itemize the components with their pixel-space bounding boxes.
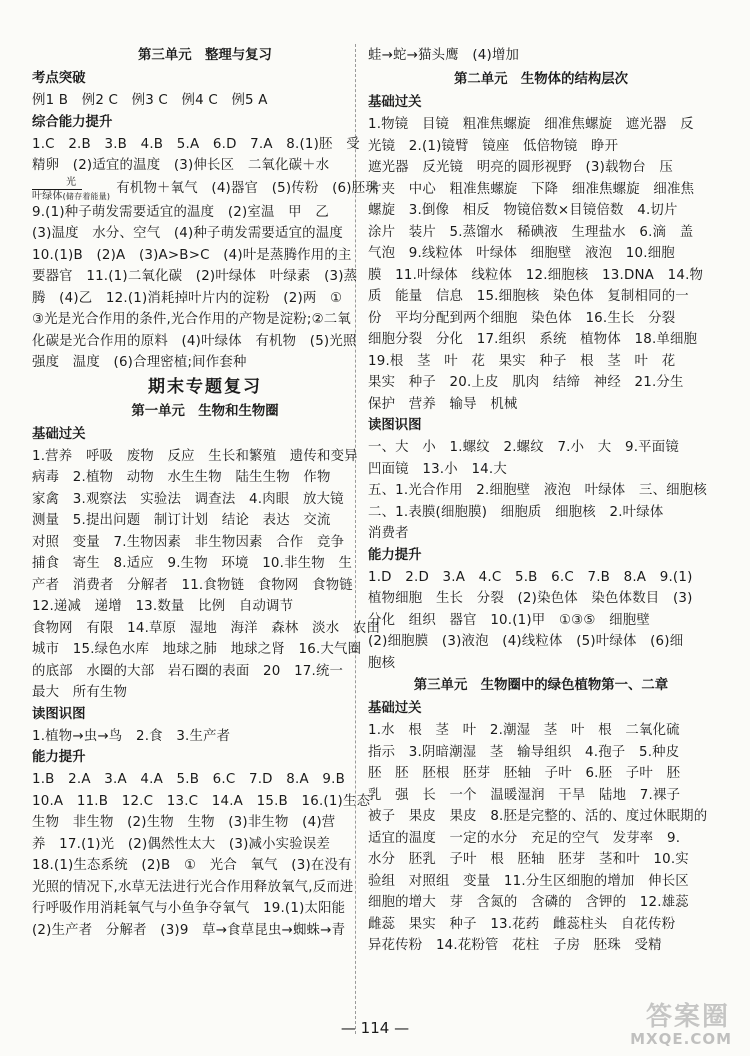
answer-line: 五、1.光合作用 2.细胞壁 液泡 叶绿体 三、细胞核 [368, 483, 707, 498]
answer-line: 养 17.(1)光 (2)偶然性太大 (3)减小实验误差 [32, 836, 331, 852]
answer-line: 19.根 茎 叶 花 果实 种子 根 茎 叶 花 [368, 353, 676, 369]
photosynthesis-equation [32, 177, 378, 202]
answer-line: 城市 15.绿色水库 地球之肺 地球之肾 16.大气圈 [32, 642, 362, 657]
answer-line: 病毒 2.植物 动物 水生生物 陆生生物 作物 [32, 470, 331, 485]
answer-line: 的底部 水圈的大部 岩石圈的表面 20 17.统一 [32, 663, 344, 679]
arrow-top-label: 光 [66, 176, 77, 188]
answer-line: 10.(1)B (2)A (3)A>B>C (4)叶是蒸腾作用的主 [32, 247, 352, 263]
answer-line: 1.物镜 目镜 粗准焦螺旋 细准焦螺旋 遮光器 反 [368, 117, 694, 132]
watermark-url: MXQE.COM [630, 1030, 732, 1048]
answer-line: 生物 非生物 (2)生物 生物 (3)非生物 (4)营 [32, 815, 336, 830]
answer-line: 1.水 根 茎 叶 2.潮湿 茎 叶 根 二氧化硫 [368, 723, 680, 738]
answer-line: 光镜 2.(1)镜臂 镜座 低倍物镜 睁开 [368, 138, 619, 154]
answer-line: 细胞分裂 分化 17.组织 系统 植物体 18.单细胞 [368, 332, 698, 347]
answer-line: 行呼吸作用消耗氧气与小鱼争夺氧气 19.(1)太阳能 [32, 901, 346, 916]
nengli-heading: 能力提升 [32, 750, 86, 765]
dutu-heading: 读图识图 [368, 418, 422, 433]
answer-line: 异花传粉 14.花粉管 花柱 子房 胚珠 受精 [368, 938, 662, 953]
answer-line: 化碳是光合作用的原料 (4)叶绿体 有机物 (5)光照 [32, 333, 357, 349]
arrow-note: (储存着能量) [62, 191, 111, 201]
nengli-heading: 能力提升 [368, 547, 422, 563]
answer-line: 乳 强 长 一个 温暖湿润 干旱 陆地 7.裸子 [368, 787, 681, 803]
answer-line: 食物网 有限 14.草原 湿地 海洋 森林 淡水 农田 [32, 620, 381, 636]
answer-line: 12.递减 递增 13.数量 比例 自动调节 [32, 599, 294, 614]
answer-line: 产者 消费者 分解者 11.食物链 食物网 食物链 [32, 577, 353, 593]
watermark-logo-text: 答案圈 [645, 1002, 730, 1032]
page-number: — 114 — [340, 1019, 410, 1037]
answer-line: 1.C 2.B 3.B 4.B 5.A 6.D 7.A 8.(1)胚 受 [32, 136, 360, 152]
answer-line: 捕食 寄生 8.适应 9.生物 环境 10.非生物 生 [32, 556, 353, 571]
jichu2-heading: 基础过关 [368, 701, 422, 716]
dutu-heading: 读图识图 [32, 706, 86, 722]
answer-line: 保护 营养 输导 机械 [368, 396, 518, 412]
answer-line: 被子 果皮 果皮 8.胚是完整的、活的、度过休眠期的 [368, 809, 708, 824]
answer-line: 对照 变量 7.生物因素 非生物因素 合作 竞争 [32, 534, 345, 550]
unit2-title: 第二单元 生物体的结构层次 [453, 72, 629, 87]
answer-line: 验组 对照组 变量 11.分生区细胞的增加 伸长区 [368, 873, 689, 889]
kaodian-answers: 例1 B 例2 C 例3 C 例4 C 例5 A [32, 93, 268, 108]
answer-line: 膜 11.叶绿体 线粒体 12.细胞核 13.DNA 14.物 [368, 267, 704, 283]
answer-line: 18.(1)生态系统 (2)B ① 光合 氧气 (3)在没有 [32, 858, 352, 873]
answer-line: 家禽 3.观察法 实验法 调查法 4.肉眼 放大镜 [32, 491, 344, 507]
answer-line: 要器官 11.(1)二氧化碳 (2)叶绿体 叶绿素 (3)蒸 [32, 269, 358, 284]
answer-line: 果实 种子 20.上皮 肌肉 结缔 神经 21.分生 [368, 375, 684, 390]
answer-line: 强度 温度 (6)合理密植;间作套种 [32, 355, 247, 370]
answer-line: 1.B 2.A 3.A 4.A 5.B 6.C 7.D 8.A 9.B [32, 772, 345, 787]
answer-line: 指示 3.阴暗潮湿 茎 输导组织 4.孢子 5.种皮 [368, 744, 680, 760]
answer-line: (3)温度 水分、空气 (4)种子萌发需要适宜的温度 [32, 226, 343, 241]
answer-line: 最大 所有生物 [32, 685, 128, 700]
unit3-plants-title: 第三单元 生物圈中的绿色植物第一、二章 [413, 678, 669, 693]
answer-line: 遮光器 反光镜 明亮的圆形视野 (3)载物台 压 [368, 160, 673, 175]
arrow-bottom-label: 叶绿体 [32, 190, 63, 202]
answer-line: 9.(1)种子萌发需要适宜的温度 (2)室温 甲 乙 [32, 204, 329, 220]
answer-line: 分化 组织 器官 10.(1)甲 ①③⑤ 细胞壁 [368, 612, 650, 628]
reaction-arrow [32, 177, 110, 202]
answer-line: 1.D 2.D 3.A 4.C 5.B 6.C 7.B 8.A 9.(1) [368, 569, 693, 585]
zonghe-heading: 综合能力提升 [32, 114, 113, 130]
answer-line: 1.营养 呼吸 废物 反应 生长和繁殖 遗传和变异 [32, 448, 358, 464]
answer-line: 细胞的增大 芽 含氮的 含磷的 含钾的 12.雄蕊 [368, 895, 689, 910]
answer-line: ③光是光合作用的条件,光合作用的产物是淀粉;②二氧 [32, 312, 351, 327]
unit3-title: 第三单元 整理与复习 [138, 48, 272, 63]
kaodian-heading: 考点突破 [32, 71, 86, 86]
answer-line: 片夹 中心 粗准焦螺旋 下降 细准焦螺旋 细准焦 [368, 181, 695, 197]
watermark-logo [618, 996, 736, 1050]
unit1-title: 第一单元 生物和生物圈 [131, 403, 279, 419]
answer-line: 螺旋 3.倒像 相反 物镜倍数×目镜倍数 4.切片 [368, 203, 678, 218]
answer-line: 测量 5.提出问题 制订计划 结论 表达 交流 [32, 513, 331, 528]
answer-line: 二、1.表膜(细胞膜) 细胞质 细胞核 2.叶绿体 [368, 504, 664, 520]
answer-line: 适宜的温度 一定的水分 充足的空气 发芽率 9. [368, 830, 681, 846]
answer-line: 蛙→蛇→猫头鹰 (4)增加 [368, 48, 520, 63]
answer-line: 植物细胞 生长 分裂 (2)染色体 染色体数目 (3) [368, 591, 693, 606]
answer-line: 10.A 11.B 12.C 13.C 14.A 15.B 16.(1)生态 [32, 793, 371, 809]
right-column [368, 44, 714, 957]
answer-line: 份 平均分配到两个细胞 染色体 16.生长 分裂 [368, 310, 676, 326]
arrow-bar [32, 189, 82, 190]
answer-line: 雌蕊 果实 种子 13.花药 雌蕊柱头 自花传粉 [368, 916, 676, 932]
answer-line: 一、大 小 1.螺纹 2.螺纹 7.小 大 9.平面镜 [368, 440, 679, 455]
equation-products: 有机物＋氧气 (4)器官 (5)传粉 (6)胚珠 [116, 180, 379, 196]
answer-line: 光照的情况下,水草无法进行光合作用释放氧气,反而进 [32, 879, 354, 895]
jichu-heading: 基础过关 [368, 95, 422, 110]
final-review-title: 期末专题复习 [148, 376, 262, 397]
left-column [32, 44, 381, 941]
answer-line: (2)生产者 分解者 (3)9 草→食草昆虫→蜘蛛→青 [32, 922, 346, 938]
answer-line: (2)细胞膜 (3)液泡 (4)线粒体 (5)叶绿体 (6)细 [368, 634, 684, 649]
answer-line: 胚 胚 胚根 胚芽 胚轴 子叶 6.胚 子叶 胚 [368, 766, 681, 781]
answer-line: 胞核 [368, 655, 396, 671]
answer-line: 气泡 9.线粒体 叶绿体 细胞壁 液泡 10.细胞 [368, 246, 675, 261]
answer-line: 凹面镜 13.小 14.大 [368, 461, 507, 477]
answer-line: 精卵 (2)适宜的温度 (3)伸长区 二氧化碳＋水 [32, 158, 330, 173]
jichu-heading: 基础过关 [32, 426, 86, 442]
answer-line: 质 能量 信息 15.细胞核 染色体 复制相同的一 [368, 289, 689, 304]
answer-line: 消费者 [368, 526, 409, 541]
answer-line: 1.植物→虫→鸟 2.食 3.生产者 [32, 728, 231, 744]
answer-line: 水分 胚乳 子叶 根 胚轴 胚芽 茎和叶 10.实 [368, 852, 689, 867]
answer-line: 腾 (4)乙 12.(1)消耗掉叶片内的淀粉 (2)两 ① [32, 290, 343, 306]
answer-line: 涂片 装片 5.蒸馏水 稀碘液 生理盐水 6.滴 盖 [368, 224, 694, 240]
